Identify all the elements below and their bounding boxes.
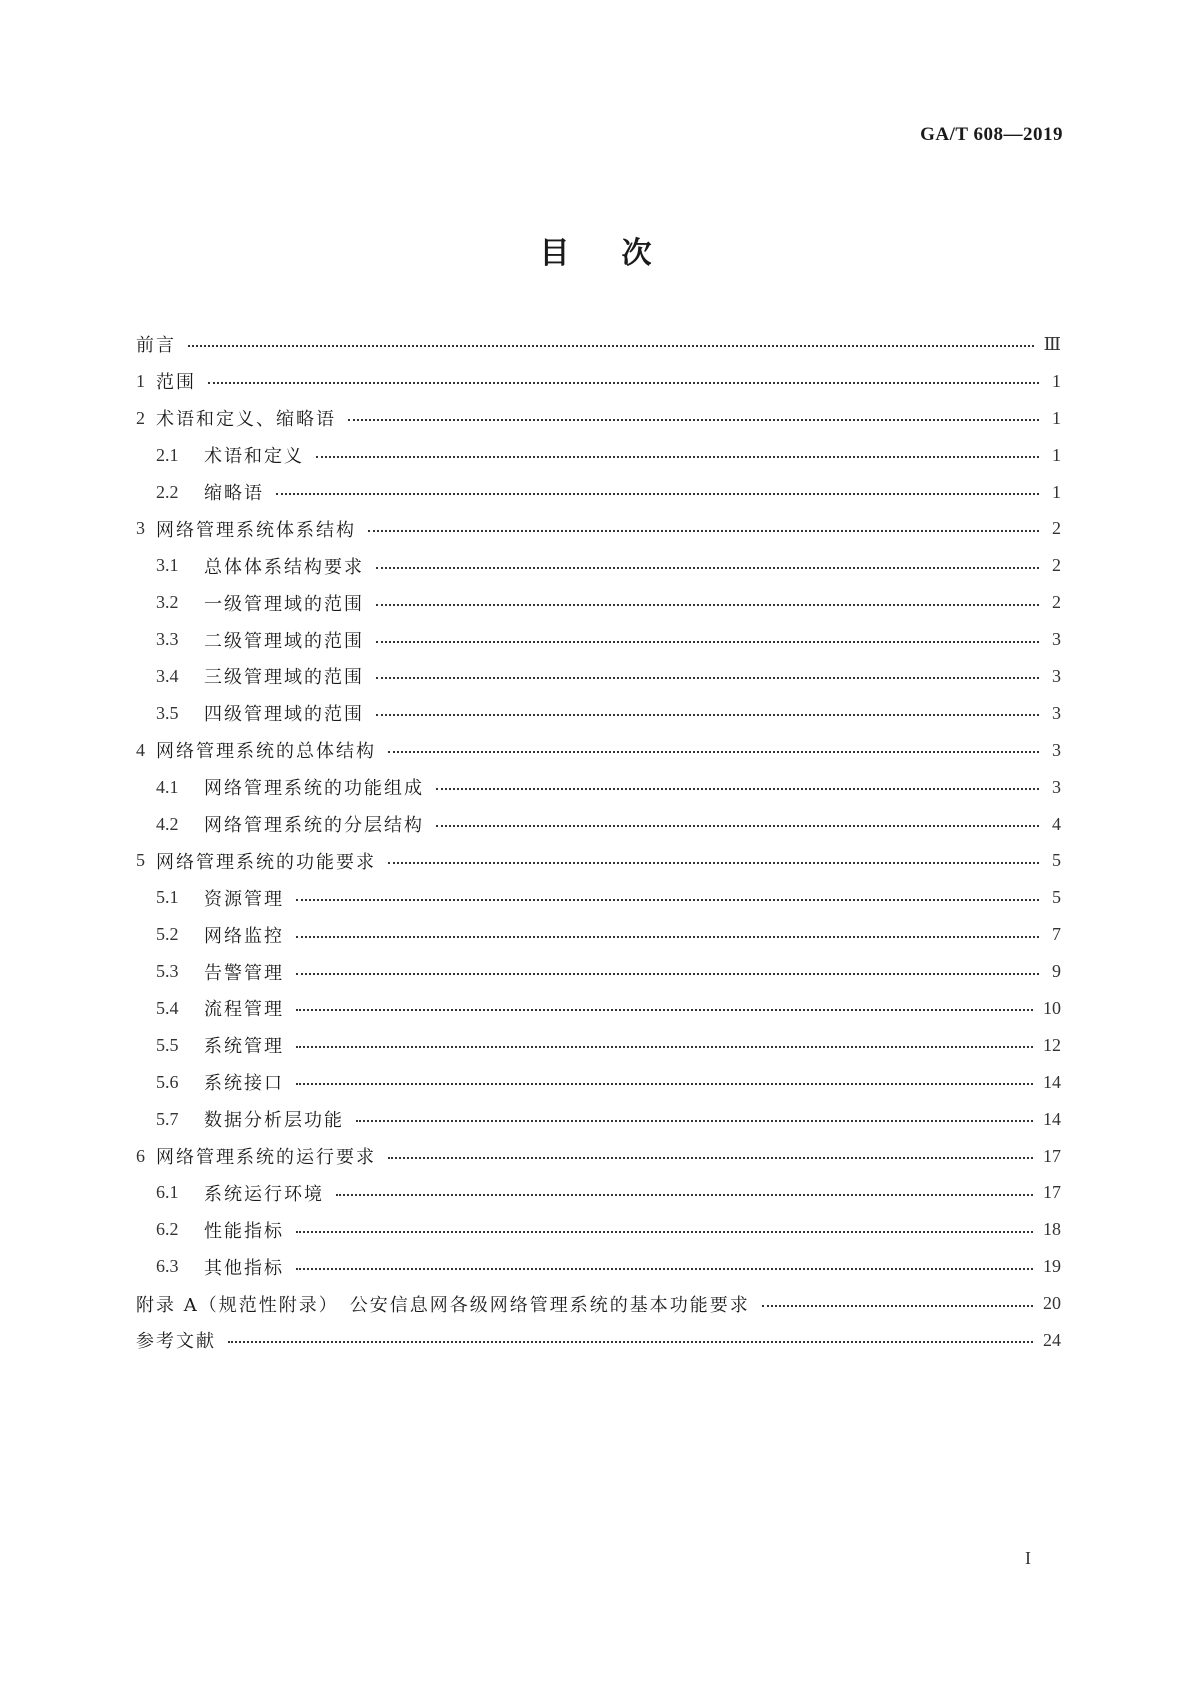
toc-entry[interactable] xyxy=(136,1027,1061,1064)
toc-entry-label: 网络管理系统的运行要求 xyxy=(156,1147,376,1169)
toc-entry[interactable] xyxy=(136,769,1061,806)
toc-entry-label: 四级管理域的范围 xyxy=(204,704,364,726)
toc-entry[interactable] xyxy=(136,658,1061,695)
toc-entry-number: 2.2 xyxy=(156,481,179,502)
toc-entry-page: 1 xyxy=(1052,407,1061,428)
toc-entry-number: 6.1 xyxy=(156,1182,179,1203)
toc-entry[interactable] xyxy=(136,916,1061,953)
toc-entry-page: 1 xyxy=(1052,370,1061,391)
toc-entry[interactable] xyxy=(136,437,1061,474)
toc-entry[interactable] xyxy=(136,474,1061,511)
dot-leader xyxy=(228,1331,1033,1343)
toc-entry-page: 14 xyxy=(1043,1071,1061,1092)
toc-entry-label: 一级管理域的范围 xyxy=(204,593,364,615)
toc-entry-label: 三级管理域的范围 xyxy=(204,667,364,689)
dot-leader xyxy=(296,1036,1033,1048)
toc-entry[interactable] xyxy=(136,400,1061,437)
toc-entry-number: 4.2 xyxy=(156,813,179,834)
dot-leader xyxy=(762,1295,1033,1307)
dot-leader xyxy=(376,704,1039,716)
page-number: I xyxy=(1025,1548,1031,1568)
toc-entry-page: Ⅲ xyxy=(1043,333,1061,354)
dot-leader xyxy=(348,409,1039,421)
toc-entry-page: 1 xyxy=(1052,444,1061,465)
toc-entry-page: 10 xyxy=(1043,997,1061,1018)
dot-leader xyxy=(188,335,1034,347)
toc-entry[interactable] xyxy=(136,842,1061,879)
toc-entry-number: 5.5 xyxy=(156,1034,179,1055)
toc-entry-number: 5.2 xyxy=(156,924,179,945)
toc-entry-page: 9 xyxy=(1052,961,1061,982)
toc-entry[interactable] xyxy=(136,990,1061,1027)
toc-entry[interactable] xyxy=(136,1174,1061,1211)
toc-entry[interactable] xyxy=(136,1285,1061,1322)
toc-entry-page: 2 xyxy=(1052,555,1061,576)
toc-entry-page: 3 xyxy=(1052,629,1061,650)
toc-entry[interactable] xyxy=(136,1064,1061,1101)
toc-entry-label: 网络管理系统的功能组成 xyxy=(204,778,424,800)
dot-leader xyxy=(388,741,1039,753)
dot-leader xyxy=(376,631,1039,643)
dot-leader xyxy=(388,1147,1033,1159)
toc-entry-label: 网络管理系统体系结构 xyxy=(156,519,356,541)
toc-entry-label: 术语和定义 xyxy=(204,446,304,468)
toc-entry-page: 3 xyxy=(1052,776,1061,797)
toc-entry-page: 3 xyxy=(1052,702,1061,723)
toc-entry-label: 前言 xyxy=(136,335,176,357)
toc-entry-page: 2 xyxy=(1052,518,1061,539)
toc-entry[interactable] xyxy=(136,806,1061,843)
toc-entry-number: 3.1 xyxy=(156,555,179,576)
dot-leader xyxy=(368,520,1039,532)
toc-entry-number: 3.3 xyxy=(156,629,179,650)
toc-entry-label: 参考文献 xyxy=(136,1331,216,1353)
toc-entry-label: 系统运行环境 xyxy=(204,1183,324,1205)
toc-entry-label: 缩略语 xyxy=(204,483,264,504)
toc-entry[interactable] xyxy=(136,1211,1061,1248)
toc-entry-number: 5.7 xyxy=(156,1108,179,1129)
toc-entry-number: 6.2 xyxy=(156,1219,179,1240)
toc-entry[interactable] xyxy=(136,584,1061,621)
dot-leader xyxy=(208,372,1039,384)
toc-entry[interactable] xyxy=(136,621,1061,658)
toc-entry[interactable] xyxy=(136,695,1061,732)
toc-entry-page: 5 xyxy=(1052,887,1061,908)
toc-entry-number: 5 xyxy=(136,850,145,871)
dot-leader xyxy=(388,852,1039,864)
toc-entry-number: 6 xyxy=(136,1145,145,1166)
toc-entry-label: 附录 A（规范性附录） 公安信息网各级网络管理系统的基本功能要求 xyxy=(136,1294,750,1316)
toc-entry-label: 术语和定义、缩略语 xyxy=(156,409,336,431)
page-title: 目次 xyxy=(539,236,704,271)
dot-leader xyxy=(436,815,1039,827)
toc-entry-page: 5 xyxy=(1052,850,1061,871)
toc-entry-label: 范围 xyxy=(156,372,196,394)
toc-entry-label: 资源管理 xyxy=(204,888,284,910)
toc-entry-page: 17 xyxy=(1043,1182,1061,1203)
dot-leader xyxy=(436,778,1039,790)
dot-leader xyxy=(356,1110,1033,1122)
dot-leader xyxy=(376,594,1039,606)
dot-leader xyxy=(296,926,1039,938)
toc-entry-label: 性能指标 xyxy=(204,1220,284,1242)
toc-entry-number: 2 xyxy=(136,407,145,428)
dot-leader xyxy=(296,1073,1033,1085)
toc-entry-label: 流程管理 xyxy=(204,999,284,1021)
dot-leader xyxy=(296,963,1039,975)
toc-entry-number: 5.4 xyxy=(156,997,179,1018)
dot-leader xyxy=(296,999,1033,1011)
dot-leader xyxy=(376,667,1039,679)
toc-entry-number: 3 xyxy=(136,518,145,539)
toc-entry-number: 5.1 xyxy=(156,887,179,908)
toc-entry-number: 2.1 xyxy=(156,444,179,465)
toc-entry[interactable] xyxy=(136,732,1061,769)
toc-entry-page: 18 xyxy=(1043,1219,1061,1240)
toc-entry-label: 数据分析层功能 xyxy=(204,1110,344,1132)
dot-leader xyxy=(296,889,1039,901)
toc-entry-number: 1 xyxy=(136,370,145,391)
dot-leader xyxy=(376,557,1039,569)
toc-entry[interactable] xyxy=(136,547,1061,584)
toc-entry-number: 3.4 xyxy=(156,665,179,686)
toc-entry-number: 6.3 xyxy=(156,1256,179,1277)
dot-leader xyxy=(296,1221,1033,1233)
toc-entry-label: 其他指标 xyxy=(204,1257,284,1279)
toc-entry[interactable] xyxy=(136,1101,1061,1138)
toc-entry-label: 网络管理系统的总体结构 xyxy=(156,741,376,763)
toc-entry[interactable] xyxy=(136,1138,1061,1175)
toc-entry-label: 网络管理系统的功能要求 xyxy=(156,851,376,873)
toc-entry-page: 1 xyxy=(1052,481,1061,502)
toc-entry[interactable] xyxy=(136,363,1061,400)
toc-entry-label: 系统管理 xyxy=(204,1036,284,1058)
toc-entry-number: 5.6 xyxy=(156,1071,179,1092)
toc-entry-page: 14 xyxy=(1043,1108,1061,1129)
toc-entry-page: 19 xyxy=(1043,1256,1061,1277)
toc-entry-page: 3 xyxy=(1052,739,1061,760)
toc-entry[interactable] xyxy=(136,953,1061,990)
dot-leader xyxy=(296,1258,1033,1270)
toc-entry-number: 4 xyxy=(136,739,145,760)
toc-entry-page: 2 xyxy=(1052,592,1061,613)
toc-entry-number: 3.5 xyxy=(156,702,179,723)
toc-entry-number: 4.1 xyxy=(156,776,179,797)
dot-leader xyxy=(276,483,1039,495)
toc-entry-label: 二级管理域的范围 xyxy=(204,630,364,652)
toc-entry-number: 3.2 xyxy=(156,592,179,613)
toc-entry-number: 5.3 xyxy=(156,961,179,982)
toc-entry-page: 24 xyxy=(1043,1329,1061,1350)
toc-entry-label: 告警管理 xyxy=(204,962,284,984)
toc-entry[interactable] xyxy=(136,1322,1061,1359)
toc-entry-label: 网络监控 xyxy=(204,925,284,947)
dot-leader xyxy=(336,1184,1033,1196)
table-of-contents xyxy=(136,326,1061,1359)
toc-entry[interactable] xyxy=(136,879,1061,916)
dot-leader xyxy=(316,446,1039,458)
toc-entry[interactable] xyxy=(136,1248,1061,1285)
toc-entry-page: 20 xyxy=(1043,1293,1061,1314)
toc-entry[interactable] xyxy=(136,510,1061,547)
toc-entry-label: 系统接口 xyxy=(204,1073,284,1095)
document-code: GA/T 608—2019 xyxy=(920,124,1063,145)
toc-entry-page: 3 xyxy=(1052,665,1061,686)
toc-entry-page: 4 xyxy=(1052,813,1061,834)
toc-entry-label: 总体体系结构要求 xyxy=(204,556,364,578)
toc-entry-page: 12 xyxy=(1043,1034,1061,1055)
toc-entry-page: 7 xyxy=(1052,924,1061,945)
toc-entry[interactable] xyxy=(136,326,1061,363)
toc-entry-label: 网络管理系统的分层结构 xyxy=(204,815,424,837)
toc-entry-page: 17 xyxy=(1043,1145,1061,1166)
